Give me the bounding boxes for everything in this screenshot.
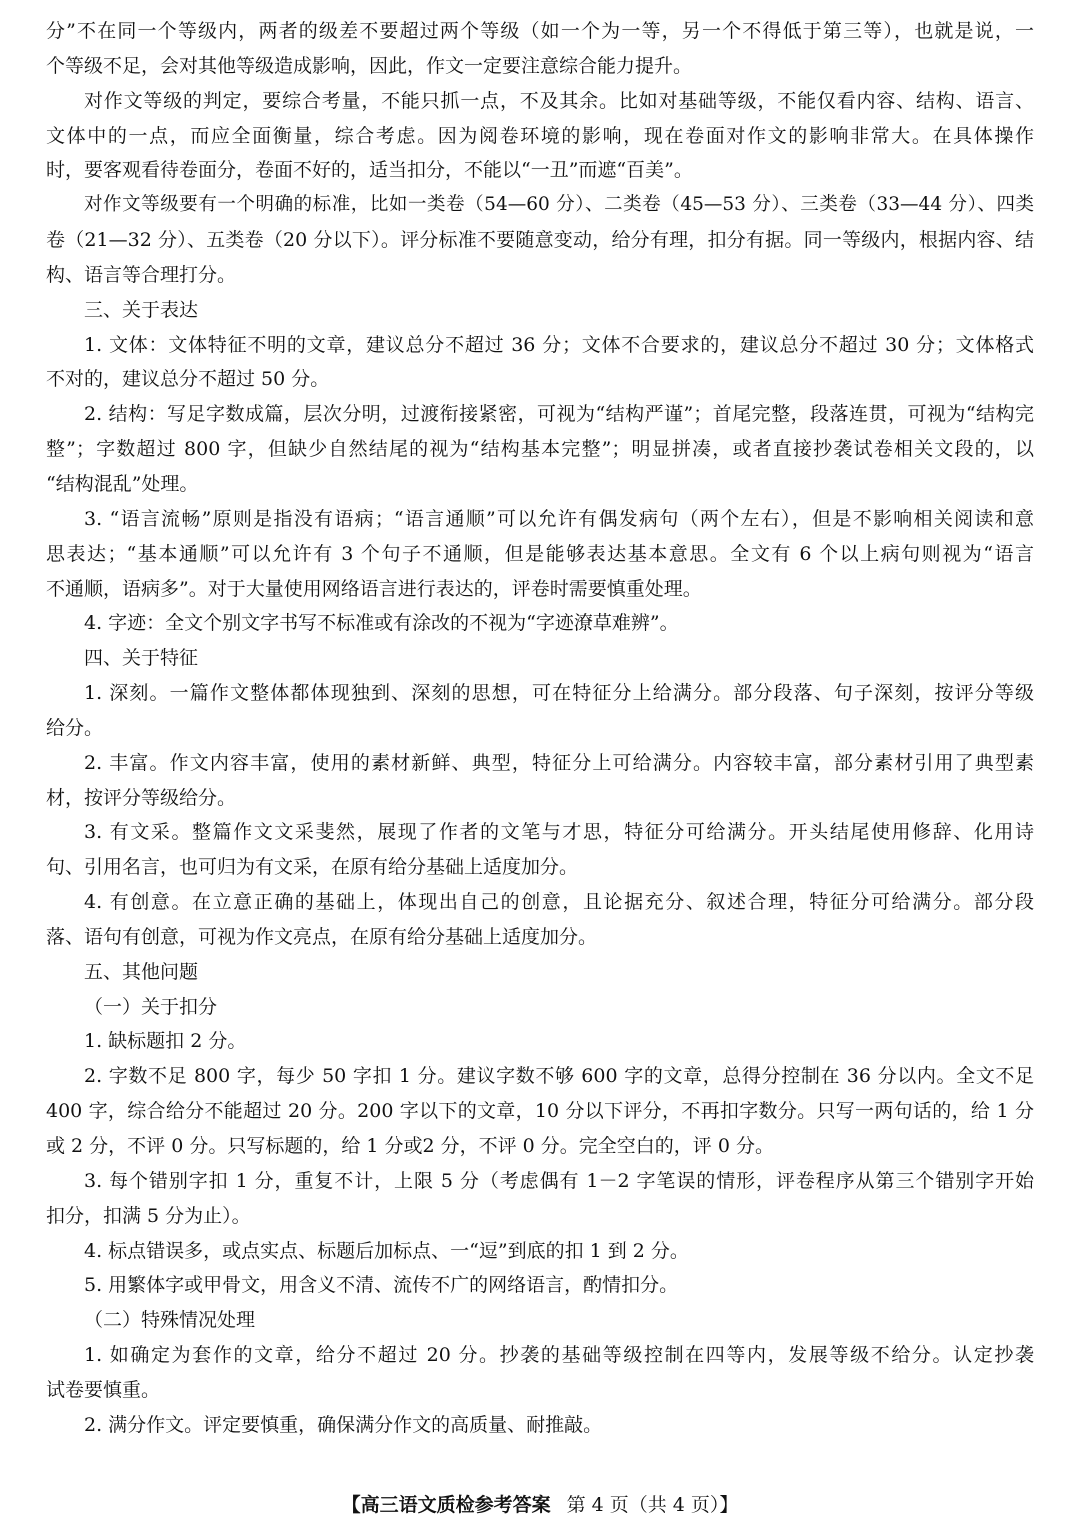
text-line: 4. 有创意。在立意正确的基础上，体现出自己的创意，且论据充分、叙述合理，特征分可给满分。部分段 <box>84 891 1034 914</box>
text-line: （二）特殊情况处理 <box>84 1309 256 1332</box>
text-line: 对作文等级要有一个明确的标准，比如一类卷（54—60 分）、二类卷（45—53 分）、三类卷（33—44 分）、四类 <box>84 194 1034 216</box>
text-line: 或 2 分，不评 0 分。只写标题的，给 1 分或2 分，不评 0 分。完全空白的，评 0 分。 <box>46 1135 774 1157</box>
text-line: 句、引用名言，也可归为有文采，在原有给分基础上适度加分。 <box>46 856 579 879</box>
text-line: 1. 缺标题扣 2 分。 <box>84 1030 247 1053</box>
text-line: 3. 每个错别字扣 1 分，重复不计，上限 5 分（考虑偶有 1－2 字笔误的情形，评卷程序从第三个错别字开始 <box>84 1169 1034 1192</box>
text-line: 5. 用繁体字或甲骨文，用含义不清、流传不广的网络语言，酌情扣分。 <box>84 1274 679 1297</box>
text-line: 4. 标点错误多，或点实点、标题后加标点、一“逗”到底的扣 1 到 2 分。 <box>84 1239 689 1262</box>
text-line: 3. 有文采。整篇作文文采斐然，展现了作者的文笔与才思，特征分可给满分。开头结尾使用修辞、化用诗 <box>84 821 1034 844</box>
footer-page-number: 第 4 页（共 4 页）】 <box>566 1494 739 1516</box>
text-line: 3. “语言流畅”原则是指没有语病；“语言通顺”可以允许有偶发病句（两个左右），但是不影响相关阅读和意 <box>84 507 1034 530</box>
text-line: 文体中的一点，而应全面衡量，综合考虑。因为阅卷环境的影响，现在卷面对作文的影响非常大。在具体操作 <box>46 124 1034 147</box>
text-line: 卷（21—32 分）、五类卷（20 分以下）。评分标准不要随意变动，给分有理，扣分有据。同一等级内，根据内容、结 <box>46 229 1034 252</box>
text-line: 400 字，综合给分不能超过 20 分。200 字以下的文章，10 分以下评分，不再扣字数分。只写一两句话的，给 1 分 <box>46 1100 1034 1123</box>
text-line: “结构混乱”处理。 <box>46 472 199 495</box>
text-line: 1. 文体：文体特征不明的文章，建议总分不超过 36 分；文体不合要求的，建议总分不超过 30 分；文体格式 <box>84 333 1034 356</box>
text-line: 不对的，建议总分不超过 50 分。 <box>46 368 330 391</box>
page-footer <box>0 1490 1080 1517</box>
text-line: 2. 结构：写足字数成篇，层次分明，过渡衔接紧密，可视为“结构严谨”；首尾完整，段落连贯，可视为“结构完 <box>84 403 1034 426</box>
text-line: 五、其他问题 <box>84 960 199 983</box>
text-line: 分”不在同一个等级内，两者的级差不要超过两个等级（如一个为一等，另一个不得低于第三等），也就是说，一 <box>46 20 1034 42</box>
text-line: 个等级不足，会对其他等级造成影响，因此，作文一定要注意综合能力提升。 <box>46 54 693 77</box>
text-line: 1. 如确定为套作的文章，给分不超过 20 分。抄袭的基础等级控制在四等内，发展等级不给分。认定抄袭 <box>84 1344 1034 1367</box>
text-line: 时，要客观看待卷面分，卷面不好的，适当扣分，不能以“一丑”而遮“百美”。 <box>46 159 693 182</box>
text-line: 对作文等级的判定，要综合考量，不能只抓一点，不及其余。比如对基础等级，不能仅看内容、结构、语言、 <box>84 89 1034 112</box>
text-line: 2. 字数不足 800 字，每少 50 字扣 1 分。建议字数不够 600 字的文章，总得分控制在 36 分以内。全文不足 <box>84 1065 1034 1088</box>
text-line: 构、语言等合理打分。 <box>46 263 237 286</box>
text-line: 三、关于表达 <box>84 298 199 321</box>
text-line: 四、关于特征 <box>84 647 199 670</box>
text-line: 落、语句有创意，可视为作文亮点，在原有给分基础上适度加分。 <box>46 925 598 948</box>
text-line: 2. 丰富。作文内容丰富，使用的素材新鲜、典型，特征分上可给满分。内容较丰富，部分素材引用了典型素 <box>84 751 1034 774</box>
text-line: （一）关于扣分 <box>84 995 218 1018</box>
document-body <box>46 14 1034 1443</box>
text-line: 整”；字数超过 800 字，但缺少自然结尾的视为“结构基本完整”；明显拼凑，或者直接抄袭试卷相关文段的，以 <box>46 438 1034 461</box>
text-line: 2. 满分作文。评定要慎重，确保满分作文的高质量、耐推敲。 <box>84 1413 603 1436</box>
text-line: 1. 深刻。一篇作文整体都体现独到、深刻的思想，可在特征分上给满分。部分段落、句子深刻，按评分等级 <box>84 682 1034 705</box>
text-line: 4. 字迹：全文个别文字书写不标准或有涂改的不视为“字迹潦草难辨”。 <box>84 612 679 635</box>
footer-title: 【高三语文质检参考答案 <box>341 1494 551 1516</box>
text-line: 扣分，扣满 5 分为止）。 <box>46 1204 251 1227</box>
text-line: 给分。 <box>46 716 104 739</box>
text-line: 材，按评分等级给分。 <box>46 786 237 809</box>
text-line: 不通顺，语病多”。对于大量使用网络语言进行表达的，评卷时需要慎重处理。 <box>46 577 702 600</box>
text-line: 思表达；“基本通顺”可以允许有 3 个句子不通顺，但是能够表达基本意思。全文有 6 个以上病句则视为“语言 <box>46 542 1034 565</box>
text-line: 试卷要慎重。 <box>46 1378 161 1401</box>
